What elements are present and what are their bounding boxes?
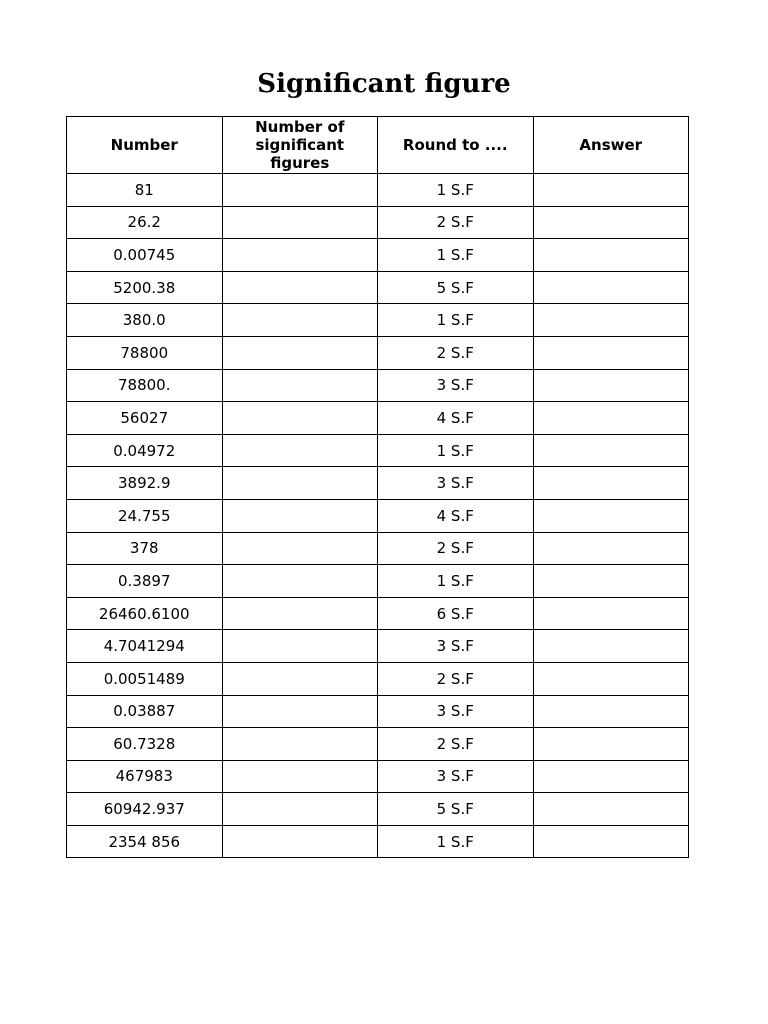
number-cell: 380.0 [67,304,223,337]
table-header-row [67,117,689,174]
table-row [67,271,689,304]
round-to-cell: 3 S.F [378,369,534,402]
table-row [67,434,689,467]
table-row [67,597,689,630]
sig-figs-cell[interactable] [222,467,378,500]
number-cell: 0.0051489 [67,662,223,695]
answer-cell[interactable] [533,336,689,369]
round-to-cell: 1 S.F [378,434,534,467]
round-to-cell: 2 S.F [378,336,534,369]
table-body [67,174,689,858]
number-cell: 60942.937 [67,793,223,826]
sig-figs-cell[interactable] [222,565,378,598]
number-cell: 3892.9 [67,467,223,500]
sig-figs-cell[interactable] [222,825,378,858]
table-row [67,402,689,435]
round-to-cell: 3 S.F [378,630,534,663]
table-row [67,728,689,761]
round-to-cell: 5 S.F [378,793,534,826]
answer-cell[interactable] [533,369,689,402]
answer-cell[interactable] [533,630,689,663]
round-to-cell: 2 S.F [378,532,534,565]
answer-cell[interactable] [533,760,689,793]
sig-figs-cell[interactable] [222,597,378,630]
sig-figs-cell[interactable] [222,760,378,793]
number-cell: 4.7041294 [67,630,223,663]
table-row [67,532,689,565]
sig-figs-cell[interactable] [222,402,378,435]
round-to-cell: 1 S.F [378,239,534,272]
answer-cell[interactable] [533,467,689,500]
table-row [67,793,689,826]
header-number: Number [67,117,223,174]
table-row [67,565,689,598]
table-row [67,336,689,369]
table-row [67,467,689,500]
sig-figs-cell[interactable] [222,728,378,761]
sig-figs-cell[interactable] [222,793,378,826]
number-cell: 378 [67,532,223,565]
answer-cell[interactable] [533,304,689,337]
number-cell: 56027 [67,402,223,435]
number-cell: 26.2 [67,206,223,239]
header-number-of-significant-figures: Number of significant figures [222,117,378,174]
table-row [67,695,689,728]
sig-figs-cell[interactable] [222,271,378,304]
number-cell: 0.04972 [67,434,223,467]
number-cell: 2354 856 [67,825,223,858]
table-row [67,369,689,402]
answer-cell[interactable] [533,565,689,598]
answer-cell[interactable] [533,239,689,272]
sig-figs-cell[interactable] [222,336,378,369]
answer-cell[interactable] [533,662,689,695]
round-to-cell: 1 S.F [378,565,534,598]
number-cell: 81 [67,174,223,207]
answer-cell[interactable] [533,728,689,761]
table-row [67,206,689,239]
answer-cell[interactable] [533,402,689,435]
sig-figs-cell[interactable] [222,695,378,728]
number-cell: 0.03887 [67,695,223,728]
sig-figs-cell[interactable] [222,239,378,272]
answer-cell[interactable] [533,597,689,630]
answer-cell[interactable] [533,499,689,532]
sig-figs-cell[interactable] [222,499,378,532]
round-to-cell: 2 S.F [378,662,534,695]
table-row [67,630,689,663]
round-to-cell: 2 S.F [378,728,534,761]
table-row [67,760,689,793]
number-cell: 26460.6100 [67,597,223,630]
round-to-cell: 4 S.F [378,499,534,532]
sig-figs-cell[interactable] [222,434,378,467]
table-row [67,174,689,207]
round-to-cell: 3 S.F [378,467,534,500]
number-cell: 0.3897 [67,565,223,598]
sig-figs-cell[interactable] [222,304,378,337]
round-to-cell: 2 S.F [378,206,534,239]
page-title: Significant figure [257,69,511,99]
round-to-cell: 1 S.F [378,174,534,207]
round-to-cell: 3 S.F [378,760,534,793]
answer-cell[interactable] [533,532,689,565]
table-row [67,239,689,272]
number-cell: 467983 [67,760,223,793]
round-to-cell: 1 S.F [378,825,534,858]
answer-cell[interactable] [533,695,689,728]
significant-figure-table [66,116,689,858]
sig-figs-cell[interactable] [222,174,378,207]
round-to-cell: 3 S.F [378,695,534,728]
number-cell: 60.7328 [67,728,223,761]
answer-cell[interactable] [533,825,689,858]
answer-cell[interactable] [533,793,689,826]
answer-cell[interactable] [533,206,689,239]
answer-cell[interactable] [533,271,689,304]
header-answer: Answer [533,117,689,174]
table-row [67,499,689,532]
sig-figs-cell[interactable] [222,630,378,663]
table-row [67,304,689,337]
number-cell: 24.755 [67,499,223,532]
round-to-cell: 5 S.F [378,271,534,304]
number-cell: 78800 [67,336,223,369]
sig-figs-cell[interactable] [222,532,378,565]
number-cell: 78800. [67,369,223,402]
answer-cell[interactable] [533,434,689,467]
number-cell: 0.00745 [67,239,223,272]
answer-cell[interactable] [533,174,689,207]
number-cell: 5200.38 [67,271,223,304]
sig-figs-cell[interactable] [222,206,378,239]
sig-figs-cell[interactable] [222,369,378,402]
round-to-cell: 4 S.F [378,402,534,435]
round-to-cell: 1 S.F [378,304,534,337]
table-row [67,662,689,695]
table-row [67,825,689,858]
header-round-to: Round to .... [378,117,534,174]
sig-figs-cell[interactable] [222,662,378,695]
round-to-cell: 6 S.F [378,597,534,630]
